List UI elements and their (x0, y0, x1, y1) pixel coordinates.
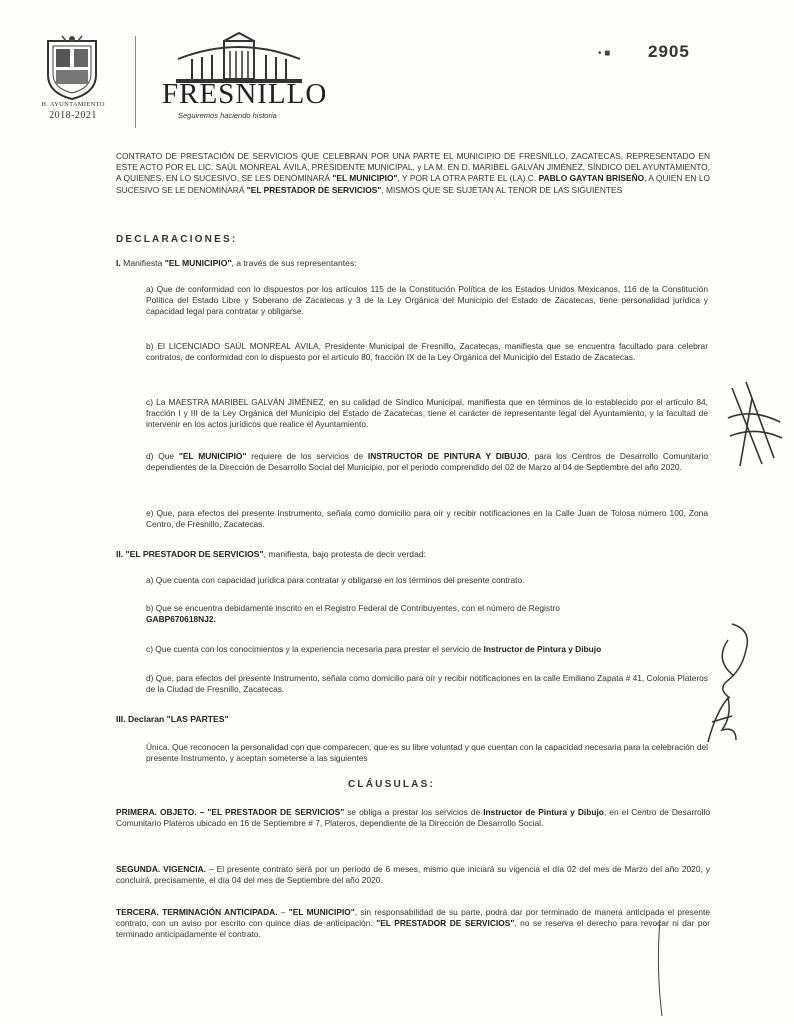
contract-intro: CONTRATO DE PRESTACIÓN DE SERVICIOS QUE CELEBRAN POR UNA PARTE EL MUNICIPIO DE FRESNILLO, ZACATECAS, REPRESENTADO EN ESTE ACTO POR EL LIC. SAÚL MONREAL ÁVILA, PRESIDENTE MUNICIPAL, y LA M. EN D. MARIBEL GALVÁN JIMÉNEZ, SÍNDICO DEL AYUNTAMIENTO, A QUIENES, EN LO SUCESIVO, SE LES DENOMINARÁ "EL MUNICIPIO", Y POR LA OTRA PARTE EL (LA) C. PABLO GAYTAN BRISEÑO, A QUIEN EN LO SUCESIVO SE LE DENOMINARÁ "EL PRESTADOR DE SERVICIOS", MISMOS QUE SE SUJETAN AL TENOR DE LAS SIGUIENTES (116, 151, 711, 195)
section-1-heading: I. Manifiesta "EL MUNICIPIO", a través de sus representantes: (116, 258, 357, 268)
document-number: 2905 (648, 42, 690, 61)
doc-marks: • ■ (598, 48, 611, 59)
clausula-tercera: TERCERA. TERMINACIÓN ANTICIPADA. – "EL MUNICIPIO", sin responsabilidad de su parte, podrá dar por terminado de manera anticipada el presente contrato, con un aviso por escrito con quince días de anticipación. "EL PRESTADOR DE SERVICIOS", no se reserva el derecho para revocar ni dar por terminado anticipadamente el contrato. (116, 907, 710, 940)
signature-scribble-3 (702, 692, 742, 748)
clausulas-heading: CLÁUSULAS: (348, 779, 435, 790)
decl-1d: d) Que "EL MUNICIPIO" requiere de los servicios de INSTRUCTOR DE PINTURA Y DIBUJO, para los Centros de Desarrollo Comunitario dependientes de la Dirección de Desarrollo Social del Municipio, por el periodo comprendido del 02 de Marzo al 04 de Septiembre del año 2020. (146, 451, 708, 473)
decl-1e: e) Que, para efectos del presente Instrumento, señala como domicilio para oír y recibir notificaciones en la Calle Juan de Tolosa número 100, Zona Centro, de Fresnillo, Zacatecas. (146, 508, 708, 530)
decl-3-unica: Única. Que reconocen la personalidad con que comparecen, que es su libre voluntad y que cuentan con la capacidad necesaria para la celebración del presente Instrumento, y aceptan someterse a las siguientes (146, 742, 708, 764)
decl-1a: a) Que de conformidad con lo dispuestos por los artículos 115 de la Constitución Política de los Estados Unidos Mexicanos, 116 de la Constitución Política del Estado Libre y Soberano de Zacatecas y 3 de la Ley Orgánica del Municipio del Estado de Zacatecas, tiene personalidad jurídica y capacidad legal para contratar y obligarse. (146, 284, 708, 317)
decl-1c: c) La MAESTRA MARIBEL GALVÁN JIMÉNEZ, en su calidad de Síndico Municipal, manifiesta que en términos de lo establecido por el artículo 84, fracción I y III de la Ley Orgánica del Municipio del Estado de Zacatecas, tiene el carácter de representante legal del Ayuntamiento, y la facultad de intervenir en los actos jurídicos que realice el Ayuntamiento. (146, 397, 708, 430)
decl-2c: c) Que cuenta con los conocimientos y la experiencia necesaria para prestar el servicio de Instructor de Pintura y Dibujo (146, 644, 602, 654)
decl-2d: d) Que, para efectos del presente Instrumento, señala como domicilio para oír y recibir notificaciones en la calle Emiliano Zapata # 41, Colonia Plateros de la Ciudad de Fresnillo, Zacatecas. (146, 673, 708, 695)
section-2-heading: II. "EL PRESTADOR DE SERVICIOS", manifiesta, bajo protesta de decir verdad: (116, 549, 427, 559)
decl-2a: a) Que cuenta con capacidad jurídica para contratar y obligarse en los términos del presente contrato. (146, 575, 525, 585)
section-3-heading: III. Declaran "LAS PARTES" (116, 714, 229, 724)
administration-years: 2018-2021 (49, 110, 97, 121)
brand-name: FRESNILLO (162, 78, 328, 110)
signature-scribble-1 (722, 378, 786, 470)
ayuntamiento-label: H. AYUNTAMIENTO (41, 101, 105, 108)
declaraciones-heading: DECLARACIONES: (116, 234, 238, 245)
clausula-primera: PRIMERA. OBJETO. – "EL PRESTADOR DE SERVICIOS" se obliga a prestar los servicios de Instructor de Pintura y Dibujo, en el Centro de Desarrollo Comunitario Plateros ubicado en 16 de Septiembre # 7, Plateros, dependiente de la Dirección de Desarrollo Social. (116, 807, 711, 829)
brand-tagline: Seguiremos haciendo historia (178, 111, 277, 120)
municipal-seal-icon (44, 35, 100, 101)
decl-2b: b) Que se encuentra debidamente inscrito en el Registro Federal de Contribuyentes, con el número de Registro GABP670618NJ2. (146, 603, 560, 625)
decl-1b: b) El LICENCIADO SAÚL MONREAL ÁVILA, Presidente Municipal de Fresnillo, Zacatecas, manifiesta que se encuentra facultado para celebrar contratos, de conformidad con lo dispuesto por el artículo 80, fracción IX de la Ley Orgánica del Municipio del Estado de Zacatecas. (146, 341, 708, 363)
header-divider (135, 36, 136, 128)
signature-scribble-2 (712, 620, 758, 702)
signature-line (654, 918, 694, 1018)
clausula-segunda: SEGUNDA. VIGENCIA. – El presente contrato será por un periodo de 6 meses, mismo que iniciará su vigencia el día 02 del mes de Marzo del año 2020, y concluirá, precisamente, el día 04 del mes de Septiembre del año 2020. (116, 864, 710, 886)
